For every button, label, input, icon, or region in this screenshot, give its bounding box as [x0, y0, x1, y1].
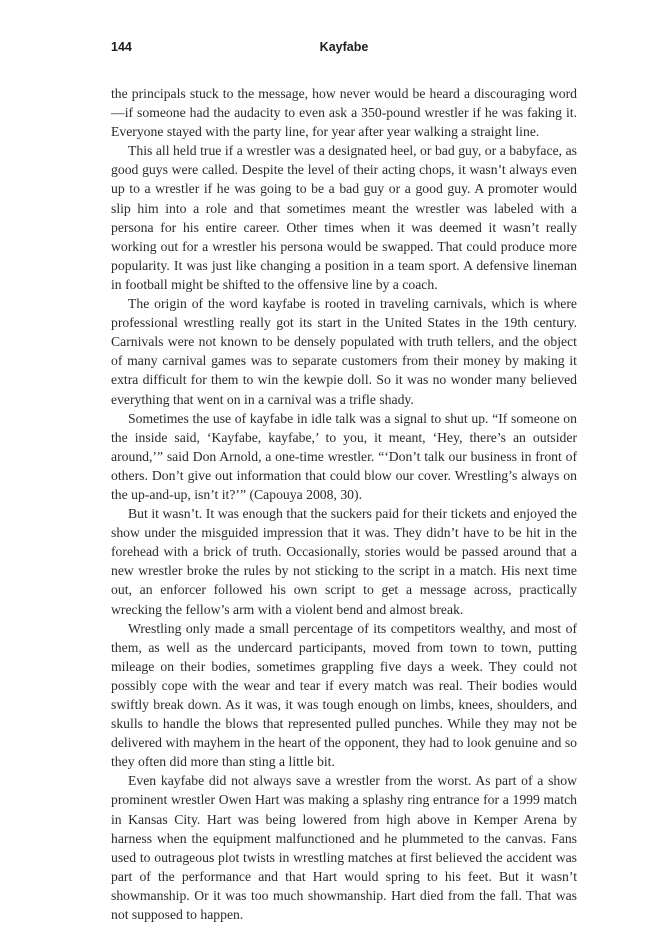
- paragraph-heel-babyface: This all held true if a wrestler was a designated heel, or bad guy, or a babyface, as good guys were called. Despite the level of their acting chops, it wasn’t always even up to a wrestler if he was going to be a bad guy or a good guy. A promoter would slip him into a role and that sometimes meant the wrestler was labeled with a persona for his entire career. Other times when it was deemed it wasn’t really working out for a wrestler his persona would be swapped. That could produce more popularity. It was just like changing a position in a team sport. A defensive lineman in football might be shifted to the offensive line by a coach.: [111, 143, 577, 292]
- running-title: Kayfabe: [319, 40, 369, 54]
- paragraph-origin: The origin of the word kayfabe is rooted in traveling carnivals, which is where professional wrestling really got its start in the United States in the 19th century. Carnivals were not known to be densely populated with truth tellers, and the object of many carnival games was to separate customers from their money by making it extra difficult for them to win the kewpie doll. So it was no wonder many believed everything that went on in a carnival was a trifle shady.: [111, 296, 577, 407]
- book-page: [111, 40, 577, 924]
- paragraph-continued: the principals stuck to the message, how never would be heard a discouraging word—if someone had the audacity to even ask a 350-pound wrestler if he was faking it. Everyone stayed with the party line, for year after year walking a straight line.: [111, 86, 577, 140]
- paragraph-owen-hart: Even kayfabe did not always save a wrestler from the worst. As part of a show prominent wrestler Owen Hart was making a splashy ring entrance for a 1999 match in Kansas City. Hart was being lowered from high above in Kemper Arena by harness when the equipment malfunctioned and he plummeted to the canvas. Fans used to outrageous plot twists in wrestling matches at first believed the accident was part of the performance and that Hart would spring to his feet. But it wasn’t showmanship. Or it was too much showmanship. Hart died from the fall. That was not supposed to happen.: [111, 773, 577, 923]
- body-text: [111, 84, 577, 924]
- page-number: 144: [111, 40, 132, 54]
- running-head: [111, 40, 577, 60]
- paragraph-wear-and-tear: Wrestling only made a small percentage of its competitors wealthy, and most of them, as well as the undercard participants, moved from town to town, putting mileage on their bodies, sometimes grappling five days a week. They could not possibly cope with the wear and tear if every match was real. Their bodies would swiftly break down. As it was, it was tough enough on limbs, knees, shoulders, and skulls to handle the blows that represented pulled punches. While they may not be delivered with mayhem in the heart of the opponent, they had to look genuine and so they often did more than sting a little bit.: [111, 620, 577, 770]
- paragraph-enforcer: But it wasn’t. It was enough that the suckers paid for their tickets and enjoyed the show under the misguided impression that it was. They didn’t have to be hit in the forehead with a brick of truth. Occasionally, stories would be passed around that a new wrestler broke the rules by not sticking to the script in a match. His next time out, an enforcer followed his own script to get a message across, practically wrecking the fellow’s arm with a violent bend and almost break.: [111, 506, 577, 617]
- paragraph-signal: Sometimes the use of kayfabe in idle talk was a signal to shut up. “If someone on the inside said, ‘Kayfabe, kayfabe,’ to you, it meant, ‘Hey, there’s an outsider around,’” said Don Arnold, a one-time wrestler. “‘Don’t talk our business in front of others. Don’t give out information that could blow our cover. Wrestling’s always on the up-and-up, isn’t it?’” (Capouya 2008, 30).: [111, 410, 577, 502]
